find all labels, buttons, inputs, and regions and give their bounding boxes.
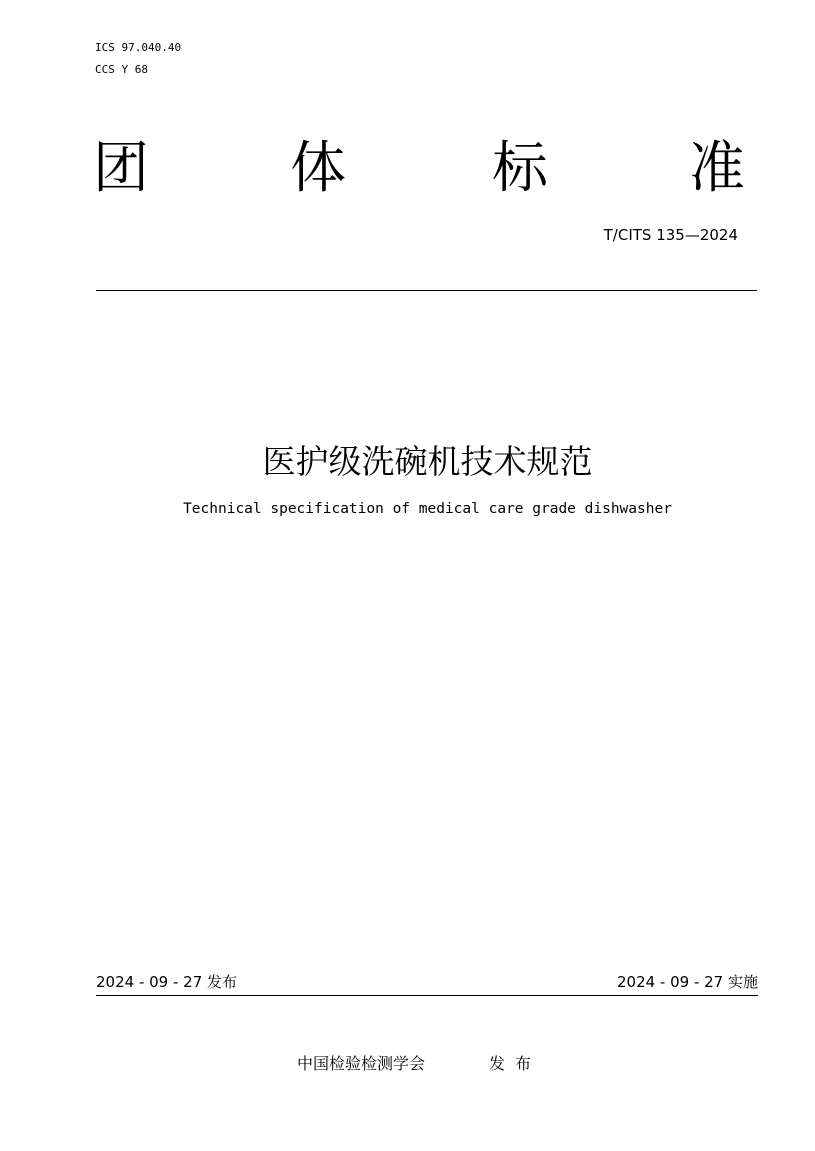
publish-label: 发布 bbox=[489, 1054, 542, 1073]
standard-type-char-4: 准 bbox=[689, 136, 745, 201]
standard-type-char-2: 体 bbox=[290, 136, 346, 201]
effective-date: 2024 - 09 - 27 实施 bbox=[616, 973, 758, 991]
ics-code: ICS 97.040.40 bbox=[95, 41, 182, 54]
publish-date: 2024 - 09 - 27 发布 bbox=[96, 973, 238, 991]
publisher-name: 中国检验检测学会 bbox=[297, 1054, 426, 1073]
standard-type-char-1: 团 bbox=[93, 136, 149, 201]
footer-divider bbox=[96, 995, 758, 996]
standard-number: T/CITS 135—2024 bbox=[603, 226, 738, 244]
document-title-english: Technical specification of medical care grade dishwasher bbox=[183, 501, 672, 517]
ccs-code: CCS Y 68 bbox=[95, 63, 148, 76]
standard-type-char-3: 标 bbox=[492, 136, 548, 201]
document-title-chinese: 医护级洗碗机技术规范 bbox=[262, 442, 593, 481]
header-divider bbox=[96, 290, 757, 291]
